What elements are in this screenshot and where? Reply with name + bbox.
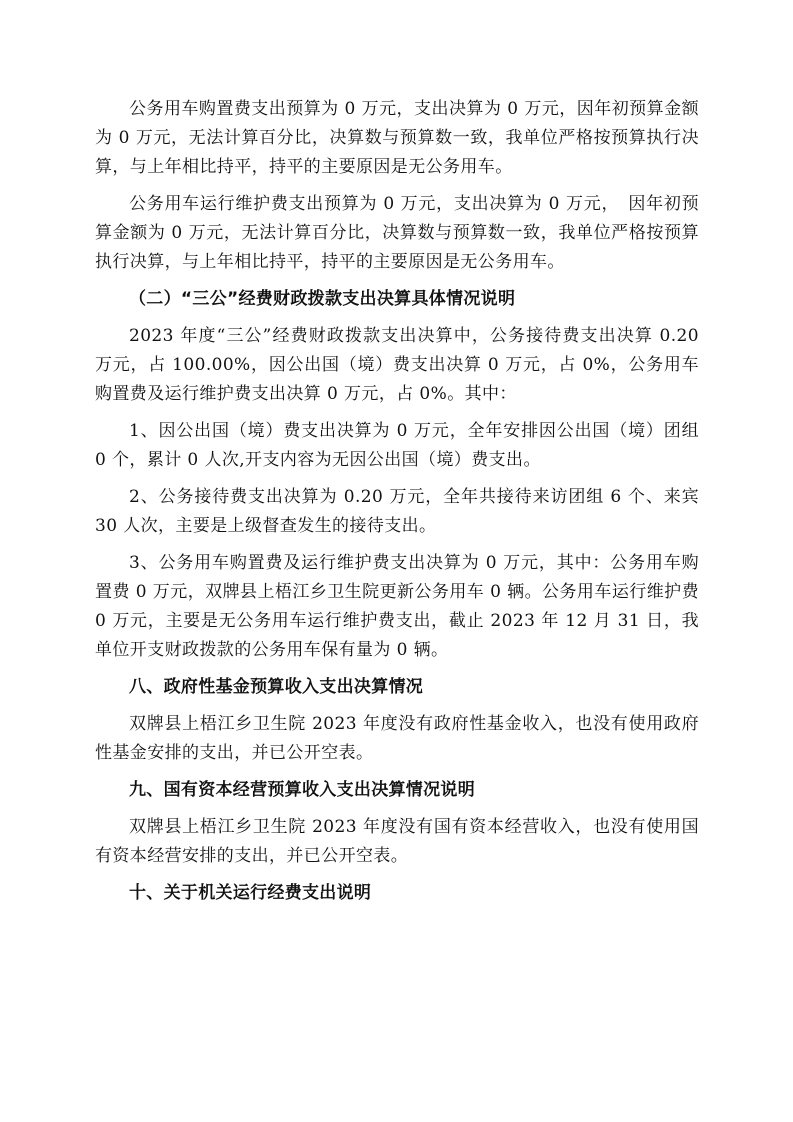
paragraph-three-public-summary: 2023 年度“三公”经费财政拨款支出决算中，公务接待费支出决算 0.20 万元，占 100.00%，因公出国（境）费支出决算 0 万元，占 0%，公务用车购置费及运行维护费支出决算 0 万元，占 0%。其中： bbox=[95, 326, 699, 404]
paragraph-state-capital: 双牌县上梧江乡卫生院 2023 年度没有国有资本经营收入，也没有使用国有资本经营安排的支出，并已公开空表。 bbox=[95, 817, 699, 866]
document-body bbox=[95, 95, 699, 916]
paragraph-overseas-travel: 1、因公出国（境）费支出决算为 0 万元，全年安排因公出国（境）团组 0 个，累计 0 人次,开支内容为无因公出国（境）费支出。 bbox=[95, 421, 699, 470]
paragraph-vehicle-purchase: 公务用车购置费支出预算为 0 万元，支出决算为 0 万元，因年初预算金额为 0 万元，无法计算百分比，决算数与预算数一致，我单位严格按预算执行决算，与上年相比持平，持平的主要原因是无公务用车。 bbox=[95, 99, 699, 177]
paragraph-vehicle-total: 3、公务用车购置费及运行维护费支出决算为 0 万元，其中：公务用车购置费 0 万元，双牌县上梧江乡卫生院更新公务用车 0 辆。公务用车运行维护费 0 万元，主要是无公务用车运行维护费支出，截止 2023 年 12 月 31 日，我单位开支财政拨款的公务用车保有量为 0 辆。 bbox=[95, 553, 699, 660]
heading-agency-operating: 十、关于机关运行经费支出说明 bbox=[129, 883, 372, 903]
paragraph-vehicle-maintenance: 公务用车运行维护费支出预算为 0 万元，支出决算为 0 万元， 因年初预算金额为 0 万元，无法计算百分比，决算数与预算数一致，我单位严格按预算执行决算，与上年相比持平，持平的主要原因是无公务用车。 bbox=[95, 194, 699, 272]
paragraph-government-fund: 双牌县上梧江乡卫生院 2023 年度没有政府性基金收入，也没有使用政府性基金安排的支出，并已公开空表。 bbox=[95, 714, 699, 763]
paragraph-reception: 2、公务接待费支出决算为 0.20 万元，全年共接待来访团组 6 个、来宾 30 人次，主要是上级督查发生的接待支出。 bbox=[95, 487, 699, 536]
heading-three-public-details: （二）“三公”经费财政拨款支出决算具体情况说明 bbox=[129, 289, 516, 309]
heading-state-capital: 九、国有资本经营预算收入支出决算情况说明 bbox=[129, 780, 475, 800]
heading-government-fund: 八、政府性基金预算收入支出决算情况 bbox=[129, 677, 424, 697]
